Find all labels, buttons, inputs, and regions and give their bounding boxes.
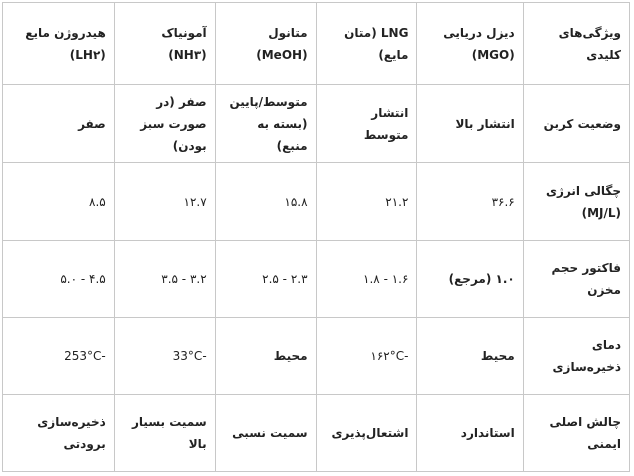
table-row-1-feature-cell: وضعیت کربن	[523, 85, 629, 163]
table-body	[3, 3, 630, 472]
table-row-3-feature-cell: فاکتور حجم مخزن	[523, 240, 629, 317]
table-row-1-methanol-cell: متوسط/پایین (بسته به منبع)	[215, 85, 316, 163]
table-row-2	[3, 163, 630, 240]
table-row-2-hydrogen-cell: ۸.۵	[3, 163, 115, 240]
table-row-1-lng-cell: انتشار متوسط	[316, 85, 417, 163]
table-row-4-mgo-cell: محیط	[417, 317, 523, 394]
table-row-2-feature-cell: چگالی انرژی (MJ/L)	[523, 163, 629, 240]
table-row-4-feature-cell: دمای ذخیره‌سازی	[523, 317, 629, 394]
table-row-2-mgo-cell: ۳۶.۶	[417, 163, 523, 240]
table-row-3-mgo-cell: ۱.۰ (مرجع)	[417, 240, 523, 317]
table-row-5	[3, 394, 630, 471]
table-row-4-ammonia-cell: -33°C	[114, 317, 215, 394]
table-row-5-feature-cell: چالش اصلی ایمنی	[523, 394, 629, 471]
header-row-feature-cell: ویژگی‌های کلیدی	[523, 3, 629, 85]
table-row-5-ammonia-cell: سمیت بسیار بالا	[114, 394, 215, 471]
table-row-2-ammonia-cell: ۱۲.۷	[114, 163, 215, 240]
table-row-5-mgo-cell: استاندارد	[417, 394, 523, 471]
table-row-3-methanol-cell: ۲.۳ - ۲.۵	[215, 240, 316, 317]
table-row-1	[3, 85, 630, 163]
header-row	[3, 3, 630, 85]
header-row-hydrogen-cell: هیدروژن مایع (LH۲)	[3, 3, 115, 85]
header-row-ammonia-cell: آمونیاک (NH۳)	[114, 3, 215, 85]
table-row-4-methanol-cell: محیط	[215, 317, 316, 394]
table-row-3-lng-cell: ۱.۶ - ۱.۸	[316, 240, 417, 317]
table-row-1-mgo-cell: انتشار بالا	[417, 85, 523, 163]
table-row-1-ammonia-cell: صفر (در صورت سبز بودن)	[114, 85, 215, 163]
table-row-3-ammonia-cell: ۳.۲ - ۳.۵	[114, 240, 215, 317]
table-row-4-hydrogen-cell: -253°C	[3, 317, 115, 394]
table-row-5-hydrogen-cell: ذخیره‌سازی برودتی	[3, 394, 115, 471]
table-row-5-lng-cell: اشتعال‌پذیری	[316, 394, 417, 471]
header-row-lng-cell: LNG (متان مایع)	[316, 3, 417, 85]
fuel-comparison-table	[2, 2, 630, 472]
table-row-4-lng-cell: -۱۶۲°C	[316, 317, 417, 394]
header-row-mgo-cell: دیزل دریایی (MGO)	[417, 3, 523, 85]
table-row-3	[3, 240, 630, 317]
header-row-methanol-cell: متانول (MeOH)	[215, 3, 316, 85]
table-row-4	[3, 317, 630, 394]
table-row-3-hydrogen-cell: ۴.۵ - ۵.۰	[3, 240, 115, 317]
table-row-5-methanol-cell: سمیت نسبی	[215, 394, 316, 471]
table-row-2-methanol-cell: ۱۵.۸	[215, 163, 316, 240]
table-row-2-lng-cell: ۲۱.۲	[316, 163, 417, 240]
table-row-1-hydrogen-cell: صفر	[3, 85, 115, 163]
